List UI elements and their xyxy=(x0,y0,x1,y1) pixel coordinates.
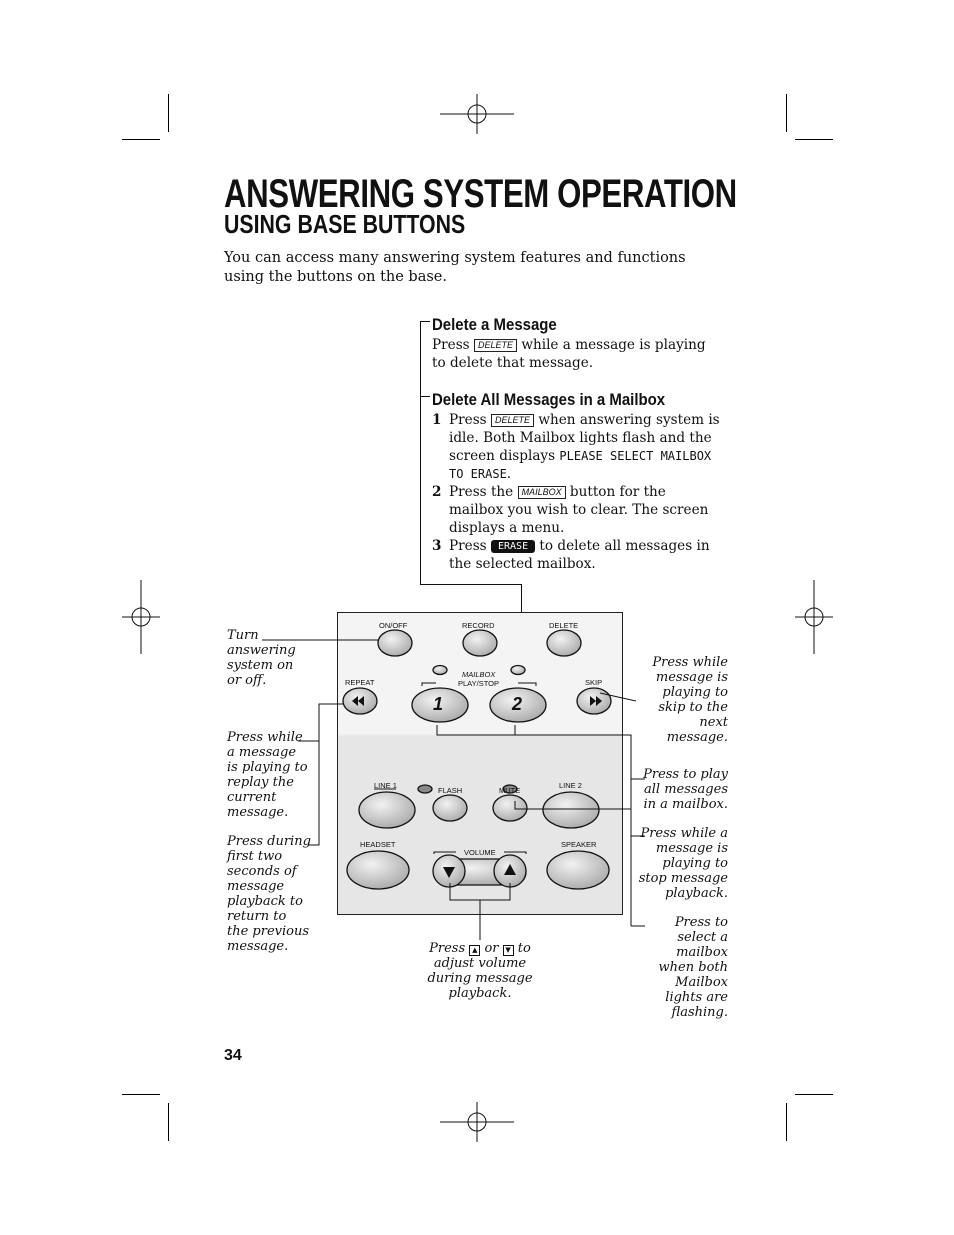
step-3: 3 Press ERASE to delete all messages in the selected mailbox. xyxy=(432,538,710,572)
annotation-select-mailbox: Press to select a mailbox when both Mailbox lights are flashing. xyxy=(658,915,728,1020)
annotation-replay: Press while a message is playing to replay the current message. xyxy=(227,730,308,820)
annotation-turn-on-off: Turn answering system on or off. xyxy=(227,628,296,688)
headset-label: HEADSET xyxy=(360,840,396,849)
erase-softkey-icon: ERASE xyxy=(491,540,535,553)
delete-message-heading: Delete a Message xyxy=(432,315,557,334)
delete-label: DELETE xyxy=(549,621,579,630)
annotation-play-all: Press to play all messages in a mailbox. xyxy=(643,767,728,812)
mailbox-key-icon: MAILBOX xyxy=(518,486,566,499)
skip-label: SKIP xyxy=(585,678,603,687)
lcd-text: PLEASE SELECT MAILBOX TO ERASE xyxy=(449,449,712,481)
delete-all-heading: Delete All Messages in a Mailbox xyxy=(432,390,666,409)
annotation-previous: Press during first two seconds of message playback to return to the previous message. xyxy=(227,834,311,954)
step-1: 1 Press DELETE when answering system is idle. Both Mailbox lights flash and the screen displays PLEASE SELECT MAILBOX TO ERASE. xyxy=(432,412,720,482)
flash-label: FLASH xyxy=(438,786,463,795)
page-subtitle: USING BASE BUTTONS xyxy=(224,209,466,239)
delete-key-icon: DELETE xyxy=(474,339,517,352)
step-2: 2 Press the MAILBOX button for the mailbox you wish to clear. The screen displays a menu. xyxy=(432,484,709,536)
play-stop-label: PLAY/STOP xyxy=(458,679,499,688)
annotation-skip: Press while message is playing to skip to the next message. xyxy=(652,655,728,745)
page-title: ANSWERING SYSTEM OPERATION xyxy=(224,172,737,216)
record-label: RECORD xyxy=(462,621,495,630)
volume-label: VOLUME xyxy=(464,848,496,857)
intro-paragraph: You can access many answering system features and functions using the buttons on the base. xyxy=(224,250,686,285)
line1-label: LINE 1 xyxy=(374,781,397,790)
speaker-label: SPEAKER xyxy=(561,840,597,849)
line2-label: LINE 2 xyxy=(559,781,582,790)
delete-key-icon: DELETE xyxy=(491,414,534,427)
mute-label: MUTE xyxy=(499,786,521,795)
mailbox-1-button[interactable]: 1 xyxy=(433,694,444,714)
volume-down-icon: ▼ xyxy=(503,945,514,956)
page-number: 34 xyxy=(224,1047,242,1064)
annotation-volume: Press ▲ or ▼ to adjust volume during message playback. xyxy=(427,941,533,1001)
on-off-label: ON/OFF xyxy=(379,621,408,630)
mailbox-label: MAILBOX xyxy=(462,670,496,679)
annotation-stop: Press while a message is playing to stop message playback. xyxy=(638,826,728,901)
repeat-label: REPEAT xyxy=(345,678,375,687)
volume-up-icon: ▲ xyxy=(469,945,480,956)
mailbox-2-button[interactable]: 2 xyxy=(512,694,523,714)
delete-message-text: Press DELETE while a message is playing to delete that message. xyxy=(432,337,706,371)
